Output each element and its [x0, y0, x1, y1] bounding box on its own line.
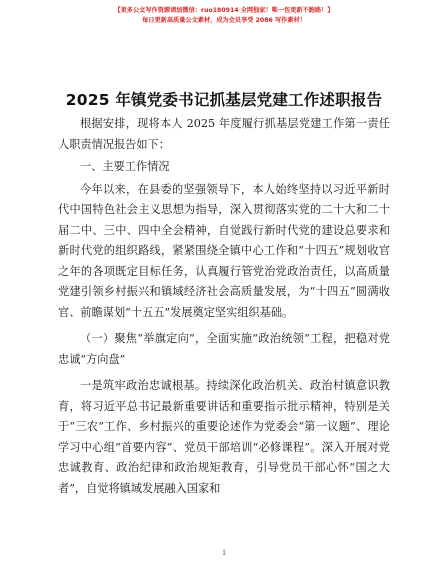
document-title: 2025 年镇党委书记抓基层党建工作述职报告	[65, 91, 383, 109]
subsection-heading: （一）聚焦“举旗定向”，全面实施“政治统领”工程，把稳对党忠诚“方向盘”	[58, 332, 390, 366]
promo-banner-line2: 每日更新高质量公文素材，成为会员享受 2086 写作素材！	[142, 17, 306, 24]
body-paragraph: 今年以来，在县委的坚强领导下，本人始终坚持以习近平新时代中国特色社会主义思想为指导，深入贯彻落实党的二十大和二十届二中、三中、四中全会精神，自觉践行新时代党的建设总要求和新时代党的组织路线，紧紧围绕全镇中心工作和“十四五”规划收官之年的各项既定目标任务，认真履行管党治党政治责任，以高质量党建引领乡村振兴和镇域经济社会高质量发展，为“十四五”圆满收官、前瞻谋划“十五五”发展奠定坚实组织基础。	[58, 182, 390, 319]
promo-banner-line1: 【更多公文写作资源请加微信：ruo180914 全网独家！唯一包更新不跑路！】	[114, 7, 334, 14]
intro-paragraph: 根据安排，现将本人 2025 年度履行抓基层党建工作第一责任人职责情况报告如下：	[58, 117, 390, 151]
promo-banner	[0, 6, 448, 26]
page-number: 1	[222, 548, 226, 557]
section-heading: 一、主要工作情况	[80, 160, 170, 173]
document-body	[58, 114, 390, 499]
body-paragraph: 一是筑牢政治忠诚根基。持续深化政治机关、政治村镇意识教育，将习近平总书记最新重要讲话和重要指示批示精神，特别是关于“三农”工作、乡村振兴的重要论述作为党委会“第一议题”、理论学习中心组“首要内容”、党员干部培训“必修课程”。深入开展对党忠诚教育、政治纪律和政治规矩教育，引导党员干部心怀“国之大者”，自觉将镇域发展融入国家和	[58, 379, 390, 495]
